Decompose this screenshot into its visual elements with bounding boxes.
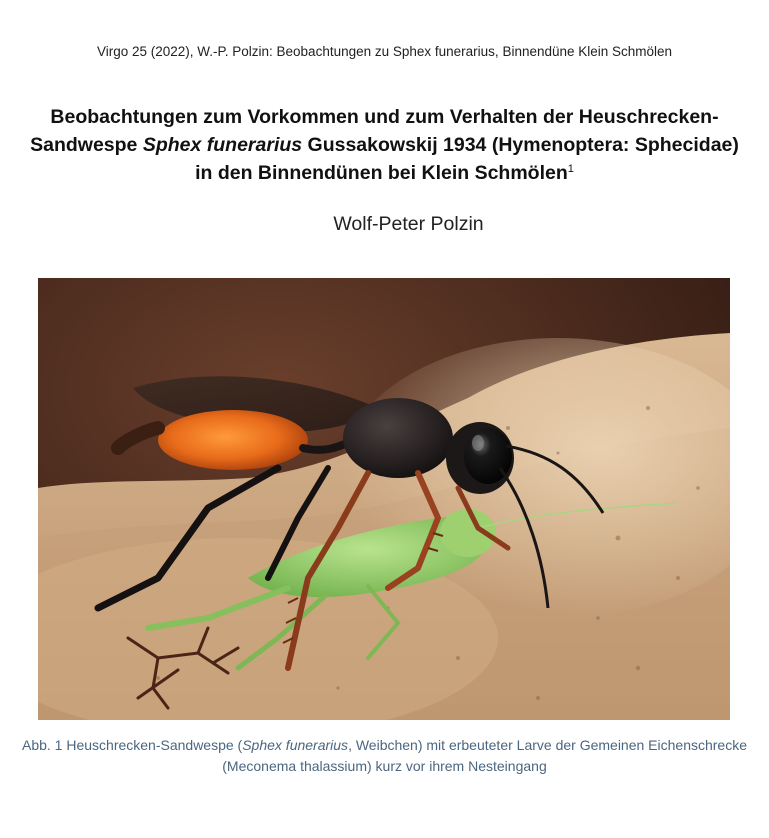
figure-photo [38,278,730,720]
title-part1: Beobachtungen zum Vorkommen und zum Verhalten der Heuschrecken-Sandwespe [30,106,719,156]
title-species: Sphex funerarius [142,134,303,156]
figure-caption [20,735,749,777]
title-footnote-marker: 1 [567,163,574,175]
author-name: Wolf-Peter Polzin [333,213,484,235]
article-title [20,103,749,187]
title-part2: Gussakowskij 1934 (Hymenoptera: Sphecidae) in den Binnendünen bei Klein Schmölen [195,134,739,184]
caption-part2: , Weibchen) mit erbeuteter Larve der Gemeinen Eichenschrecke (Meconema thalassium) kurz vor ihrem Nesteingang [222,737,748,774]
caption-species: Sphex funerarius [242,737,349,753]
running-head: Virgo 25 (2022), W.-P. Polzin: Beobachtungen zu Sphex funerarius, Binnendüne Klein Schmölen [96,44,673,59]
caption-part1: Abb. 1 Heuschrecken-Sandwespe ( [21,737,243,753]
